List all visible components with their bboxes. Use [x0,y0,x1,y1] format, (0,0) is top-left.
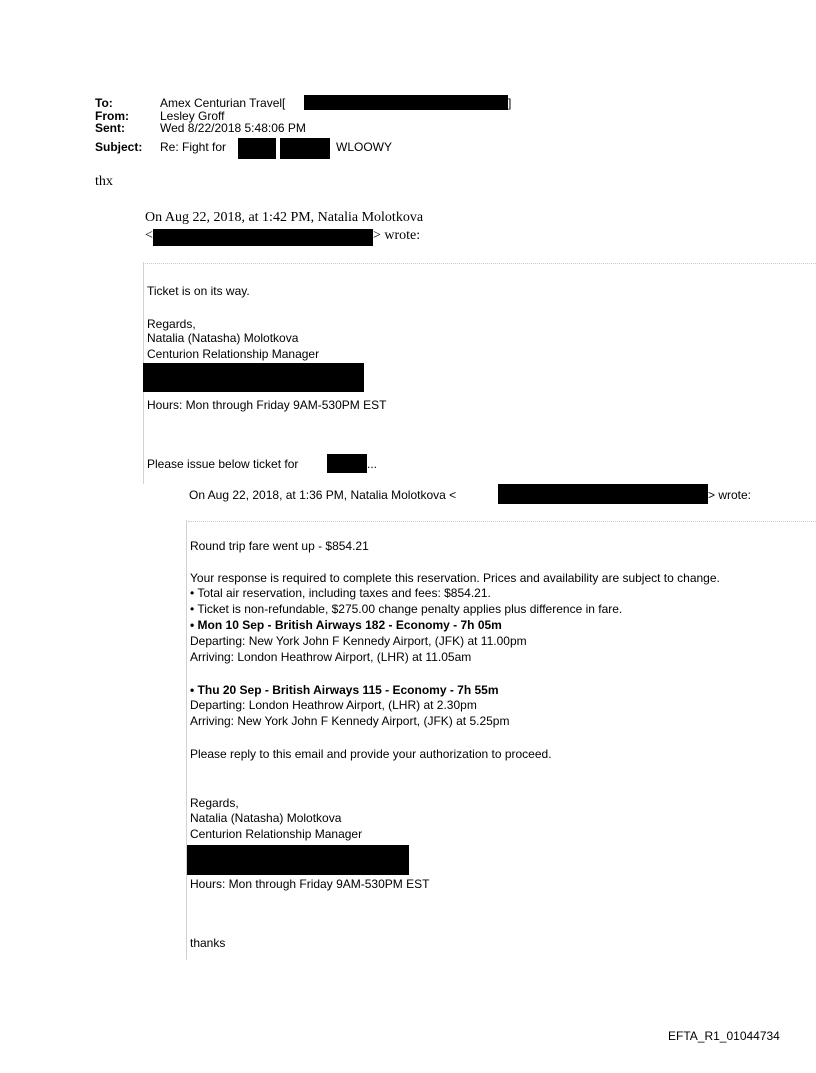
quote2-signature-name: Natalia (Natasha) Molotkova [190,811,342,825]
quote1-signature-title: Centurion Relationship Manager [147,347,320,361]
sent-label: Sent: [95,121,125,135]
quote2-intro-prefix: On Aug 22, 2018, at 1:36 PM, Natalia Molotkova < [189,488,457,502]
quote2-thanks: thanks [190,936,226,950]
redaction-quote2-signature [187,845,409,875]
footer-document-id: EFTA_R1_01044734 [668,1029,780,1043]
to-value: Amex Centurian Travel[ [160,96,286,110]
subject-prefix: Re: Fight for [160,140,227,154]
from-value: Lesley Groff [160,109,225,123]
subject-label: Subject: [95,140,143,154]
quote2-authorize: Please reply to this email and provide your authorization to proceed. [190,747,552,761]
reply-text: thx [95,174,113,189]
to-label: To: [95,96,113,110]
redaction-quote1-signature [143,363,364,392]
quote2-border [186,520,187,960]
quote1-issue-suffix: ... [367,457,378,471]
quote2-regards: Regards, [190,796,239,810]
quote1-issue-prefix: Please issue below ticket for [147,457,299,471]
quote2-fare-line: Round trip fare went up - $854.21 [190,539,369,553]
quote2-flight1-heading: • Mon 10 Sep - British Airways 182 - Economy - 7h 05m [190,618,502,632]
redaction-subject-1 [238,138,276,159]
quote2-intro-wrote: > wrote: [708,488,752,502]
quote2-flight2-arriving: Arriving: New York John F Kennedy Airport, (JFK) at 5.25pm [190,714,510,728]
quote1-regards: Regards, [147,317,196,331]
quote2-hours: Hours: Mon through Friday 9AM-530PM EST [190,877,430,891]
redaction-quote1-email [153,229,373,246]
subject-suffix: WLOOWY [336,140,392,154]
redaction-to-email [304,95,508,110]
quote1-signature-name: Natalia (Natasha) Molotkova [147,331,299,345]
redaction-quote1-issue [327,454,367,473]
quote1-hours: Hours: Mon through Friday 9AM-530PM EST [147,398,387,412]
quote1-intro-wrote: > wrote: [373,228,421,243]
quote2-flight2-departing: Departing: London Heathrow Airport, (LHR) at 2.30pm [190,698,477,712]
sent-value: Wed 8/22/2018 5:48:06 PM [160,121,306,135]
quote1-intro-lt: < [145,228,153,243]
quote2-signature-title: Centurion Relationship Manager [190,827,363,841]
quote1-top-rule [145,263,816,264]
to-close-bracket: ] [508,96,512,110]
quote2-response-line: Your response is required to complete this reservation. Prices and availability are subject to change. [190,571,720,585]
redaction-quote2-email [498,484,708,504]
redaction-subject-2 [280,138,330,159]
quote2-bullet-total: • Total air reservation, including taxes and fees: $854.21. [190,586,491,600]
quote1-message: Ticket is on its way. [147,284,250,298]
quote2-flight2-heading: • Thu 20 Sep - British Airways 115 - Economy - 7h 55m [190,683,499,697]
quote2-top-rule [188,521,816,522]
quote1-intro-line1: On Aug 22, 2018, at 1:42 PM, Natalia Molotkova [145,210,424,225]
quote2-bullet-refund: • Ticket is non-refundable, $275.00 change penalty applies plus difference in fare. [190,602,623,616]
quote2-flight1-arriving: Arriving: London Heathrow Airport, (LHR) at 11.05am [190,650,472,664]
from-label: From: [95,109,129,123]
quote2-flight1-departing: Departing: New York John F Kennedy Airport, (JFK) at 11.00pm [190,634,527,648]
